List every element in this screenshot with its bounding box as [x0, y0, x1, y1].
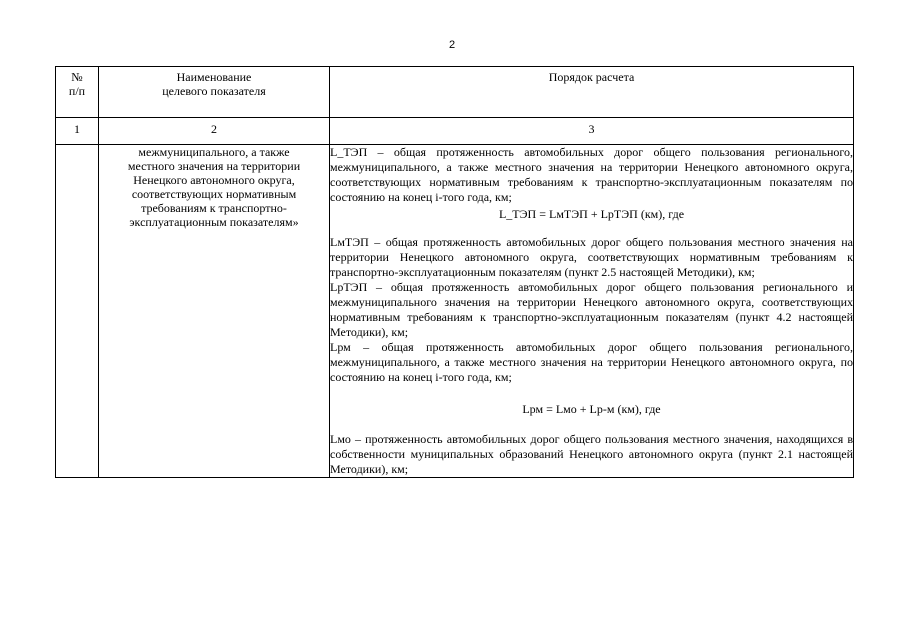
definition-lmo: Lмо – протяженность автомобильных дорог общего пользования местного значения, находящихся в собственности муниципальных образований Ненецкого автономного округа (пункт 2.1 настоящей Методики), км;: [330, 432, 853, 476]
indicator-line: местного значения на территории: [127, 159, 301, 173]
page-number: 2: [448, 39, 456, 51]
header-indicator-line1: Наименование: [176, 70, 252, 84]
header-calculation-cell: [330, 67, 854, 118]
column-number-3: 3: [330, 118, 854, 145]
header-number-cell: [56, 67, 99, 118]
calculation-table: [55, 66, 854, 478]
indicator-line: требованиям к транспортно-: [141, 201, 287, 215]
indicator-line: Ненецкого автономного округа,: [133, 173, 295, 187]
header-indicator-line2: целевого показателя: [162, 84, 266, 98]
header-number-abbr: п/п: [68, 84, 86, 98]
header-number-symbol: №: [71, 70, 83, 84]
indicator-name-cell: [99, 145, 330, 478]
indicator-line: соответствующих нормативным: [131, 187, 297, 201]
indicator-line: межмуниципального, а также: [138, 145, 290, 159]
column-number-row: [56, 118, 854, 145]
definition-lm-tep: LмТЭП – общая протяженность автомобильных дорог общего пользования местного значения на территории Ненецкого автономного округа, соответствующих нормативным требованиям к транспортно-эксплуатационным показателям (пункт 2.5 настоящей Методики), км;: [330, 235, 853, 279]
definition-lrm: Lрм – общая протяженность автомобильных дорог общего пользования регионального, межмуниципального, а также местного значения на территории Ненецкого автономного округа, по состоянию на конец i-того года, км;: [330, 340, 853, 384]
row-number-cell: [56, 145, 99, 478]
calculation-cell: [330, 145, 854, 478]
header-indicator-cell: [99, 67, 330, 118]
formula-lrm: Lрм = Lмо + Lр-м (км), где: [522, 402, 661, 416]
indicator-line: эксплуатационным показателям»: [129, 215, 299, 229]
table-header-row: [56, 67, 854, 118]
definition-lr-tep: LрТЭП – общая протяженность автомобильных дорог общего пользования регионального и межмуниципального значения на территории Ненецкого автономного округа, соответствующих нормативным требованиям к транспортно-эксплуатационным показателям (пункт 4.2 настоящей Методики), км;: [330, 280, 853, 339]
header-calculation-label: Порядок расчета: [548, 70, 635, 84]
column-number-1: 1: [56, 118, 99, 145]
definition-l-tep: L_ТЭП – общая протяженность автомобильных дорог общего пользования регионального, межмуниципального, а также местного значения на территории Ненецкого автономного округа, соответствующих нормативным требованиям к транспортно-эксплуатационным показателям по состоянию на конец i-того года, км;: [330, 145, 853, 204]
column-number-2: 2: [99, 118, 330, 145]
table-row: [56, 145, 854, 478]
formula-l-tep: L_ТЭП = LмТЭП + LрТЭП (км), где: [498, 207, 685, 221]
